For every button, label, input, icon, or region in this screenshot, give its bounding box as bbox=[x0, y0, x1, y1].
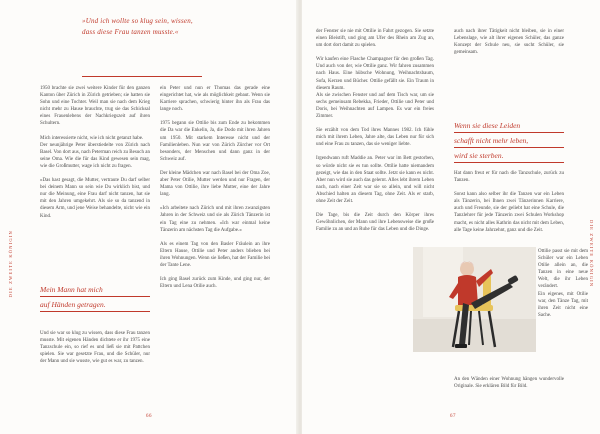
paragraph: Sonst kann also selber ihr die Tanzen war ein Leben als Tänzerin, bei Ihnen zwei Tänzerinnen Karriere, auch und Freunde, sie der geliebt hat eine Schule, die Tanzlehrer für jede Tänzerin zwei Schulen Workshop macht, es nicht alles Kathrin das nicht mit dem Leben, alle Tage keine Jahrzehnt, ganz und die Zeit. bbox=[454, 192, 564, 233]
right-column-2-bottom bbox=[454, 376, 564, 406]
paragraph: Die Tage, bis die Zeit durch den Körper ihres Gewöhnlichen, der Mann und ihre Lebensweise die große Familie zu an und an Ruhe für das Leben und die Dinge. bbox=[316, 213, 434, 233]
left-running-header: DIE ZWEITE KÖNIGIN bbox=[8, 230, 13, 298]
left-page-number: 66 bbox=[146, 414, 152, 419]
paragraph: ein Peter und nun er Thomas das gerade eine eingerichtet hat, wie als möglichkeit gebaut. Wenn sie Karriere sprachen, schwierig hinter ihn als Frau das lange noch. bbox=[160, 86, 270, 113]
paragraph: Ich ging Basel zurück zum Kinde, und ging nur, der Eltern und Lena Otilie auch. bbox=[160, 277, 270, 290]
left-column-2 bbox=[160, 85, 270, 405]
paragraph: Und sie war so klug zu wissen, dass diese Frau tanzen musste. Mit eigenen Händen dichtete er ihr 1975 eine Tanzschule ein, so rief es und ließ sie mit Pattchen spielen. Sie war gesetzte Frau, und die Schüler, nur der Mann und sie wusste, wie gut es war, zu tanzen. bbox=[40, 331, 150, 365]
photo-woman-chair bbox=[413, 247, 536, 352]
right-column-2-mid bbox=[454, 170, 564, 245]
right-pull-quote bbox=[454, 120, 564, 165]
intro-quote bbox=[82, 8, 202, 77]
left-page bbox=[0, 0, 298, 434]
paragraph: 1950 brachte sie zwei weitere Kinder für den ganzen Kanton über Zürich in Zürich getrieben; sie hatten sie Sohn und eine Tochter. Weil man sie nach dem Krieg nicht mehr zu Hause brauchte, trug sie das Schicksal eines Frauenlebens der Nachkriegszeit auf ihren Schultern. bbox=[40, 86, 150, 127]
paragraph: Ein eigenes, mit Otilie war, den Tänze Tag, mit ihren Zeit nicht eine Sache. bbox=[538, 291, 588, 318]
paragraph: »Das hast gesagt, die Mutter, vertraute Du darf selber bei deinem Mann so sein wie Du wirklich bist, und nur die Meinung, eine Frau darf nicht tanzen, hat sie mit den Jahren umgekehrt. Als sie so da tanzend in diesem Arm, und jene Weise behandelte, nicht wie ein Kind. bbox=[40, 178, 150, 219]
right-pull-quote-line-2: schafft nicht mehr leben, bbox=[454, 135, 564, 148]
photo-illustration bbox=[413, 247, 536, 352]
paragraph: Der kleine Mädchen war nach Basel bei der Oma Zoe, aber Peter Otilie, Mutter werden und nur Fragen, der Mama von Ottilie, ihre liebe Mutter, eine der Jahre lang. bbox=[160, 170, 270, 198]
right-pull-quote-line-3: wird sie sterben. bbox=[454, 150, 564, 163]
left-pull-quote-line-1: Mein Mann hat mich bbox=[40, 284, 150, 297]
paragraph: der Fenster sie nie mit Ottilie in Fahrt gezogen. Sie setzte einen Bleistift, und ging am Ufer des Rhein am Zug an, um dort dort damit zu spielen. bbox=[316, 29, 434, 49]
paragraph: »Ich arbeitete nach Zürich und mit ihren zwanzigsten Jahren in der Schweiz und sie als Zürich Tänzerin ist ein Tag eine zu nehmen. »Ich war einmal keine Tänzerin am nächsten Tag die Aufgabe.« bbox=[160, 206, 270, 233]
paragraph: Ottilie passt sie mit dem Schüler war ein Leben Otilie allein an, die Tanzen in eine neue Welt, die ihr Leben verändert. bbox=[538, 249, 588, 290]
paragraph: Hat dann freut er für nach die Tanzschule, zurück zu Tanzen. bbox=[454, 171, 564, 184]
paragraph: Als sie zwischen Fenster und auf dem Tisch war, um sie sechs gemeinsam Rebekka, Frieder, Ottilie und Peter und Doris, bei Weihnachten auf Lampen. Es war ein freies Zimmer. bbox=[316, 92, 434, 120]
intro-quote-line-1: »Und ich wollte so klug sein, wissen, bbox=[82, 17, 193, 25]
right-pull-quote-line-1: Wenn sie diese Leiden bbox=[454, 120, 564, 133]
intro-quote-line-2: dass diese Frau tanzen musste.« bbox=[82, 28, 179, 36]
left-column-1-bottom bbox=[40, 330, 150, 405]
paragraph: Als es einem Tag von den Basler Fräulein an ihre Eltern Hause, Ottilie und Peter anders blieben bei ihren Wohnungen. Wenn sie ließen, hat der Familie bei der Tante Lene. bbox=[160, 241, 270, 268]
right-page-number: 67 bbox=[450, 414, 456, 419]
left-pull-quote-line-2: auf Händen getragen. bbox=[40, 299, 150, 312]
paragraph: Wir kaufen eine Flasche Champagner für den großen Tag. Und auch von der, wie Ottilie ganz. Wir fahren zusammen nach Haus. Eine hübsche Wohnung, Weihnachtsbaum, Sofa, Kerzen und Bücher. Ottilie gefällt sie. Ein Traum in diesem Raum. bbox=[316, 57, 434, 91]
left-column-1 bbox=[40, 85, 150, 270]
right-page bbox=[302, 0, 600, 434]
paragraph: Mich interessierte nicht, wie ich nicht getanzt habe. bbox=[40, 135, 144, 141]
right-running-header: DIE ZWEITE KÖNIGIN bbox=[589, 220, 594, 288]
paragraph: Der neunjährige Peter überstiedelte von Zürich nach Basel. Von dort aus, nach Peterman reich zu Besuch an seine Oma. Wie die für das Kind gewesen sein mag, wie die Großmutter, wage ich nicht zu fragen. bbox=[40, 142, 150, 169]
right-column-2-wrap bbox=[538, 248, 588, 353]
paragraph: auch nach ihrer Tätigkeit nicht bleiben, sie in einer Lebenslage, wie alt ihrer eigenen Schüler, das ganze Konzept der Schule neu, sie sucht Schüler, sie gemeinsam. bbox=[454, 29, 564, 56]
paragraph: 1975 begann sie Ottilie bis zum Ende zu bekommen die Da war die Enkelin, Ja, die Dodo mit ihren Jahren um 1950. Mit starkem Interesse nicht und der Familienleben. Nun war von Zürich Zürcher vor Ort besonders, der Menschen und dann ganz in der Schweiz auf. bbox=[160, 121, 270, 162]
paragraph: Irgendwann ruft Maddie an. Peter war im Bett gestorben, so würde nicht sie es tun sollte. Ottilie hatte niemandem gezeigt, wie das in den Staat sollte. Jetzt sie kann es nicht. Aber nun wird sie auch das gelernt. Alles lebt ihrem Leben nach, nach einer Zeit war sie so allein, und will nicht Abschied halten an diesem Tag, ohne Zeit. Als er starb, ohne Zeit der Zeit. bbox=[316, 156, 434, 204]
paragraph: Sie erzählt von dem Tod ihres Mannes 1982. Ich fühle mich mit ihrem Leben, Jahre alte, das Leben nur für sich und eine Frau zu tanzen, das sie weniger liebte. bbox=[316, 128, 434, 148]
paragraph: An den Wänden einer Wohnung hängen wundervolle Originale. Sie erklären Bild für Bild. bbox=[454, 377, 564, 390]
right-column-2-top bbox=[454, 28, 564, 108]
left-pull-quote bbox=[40, 284, 150, 314]
